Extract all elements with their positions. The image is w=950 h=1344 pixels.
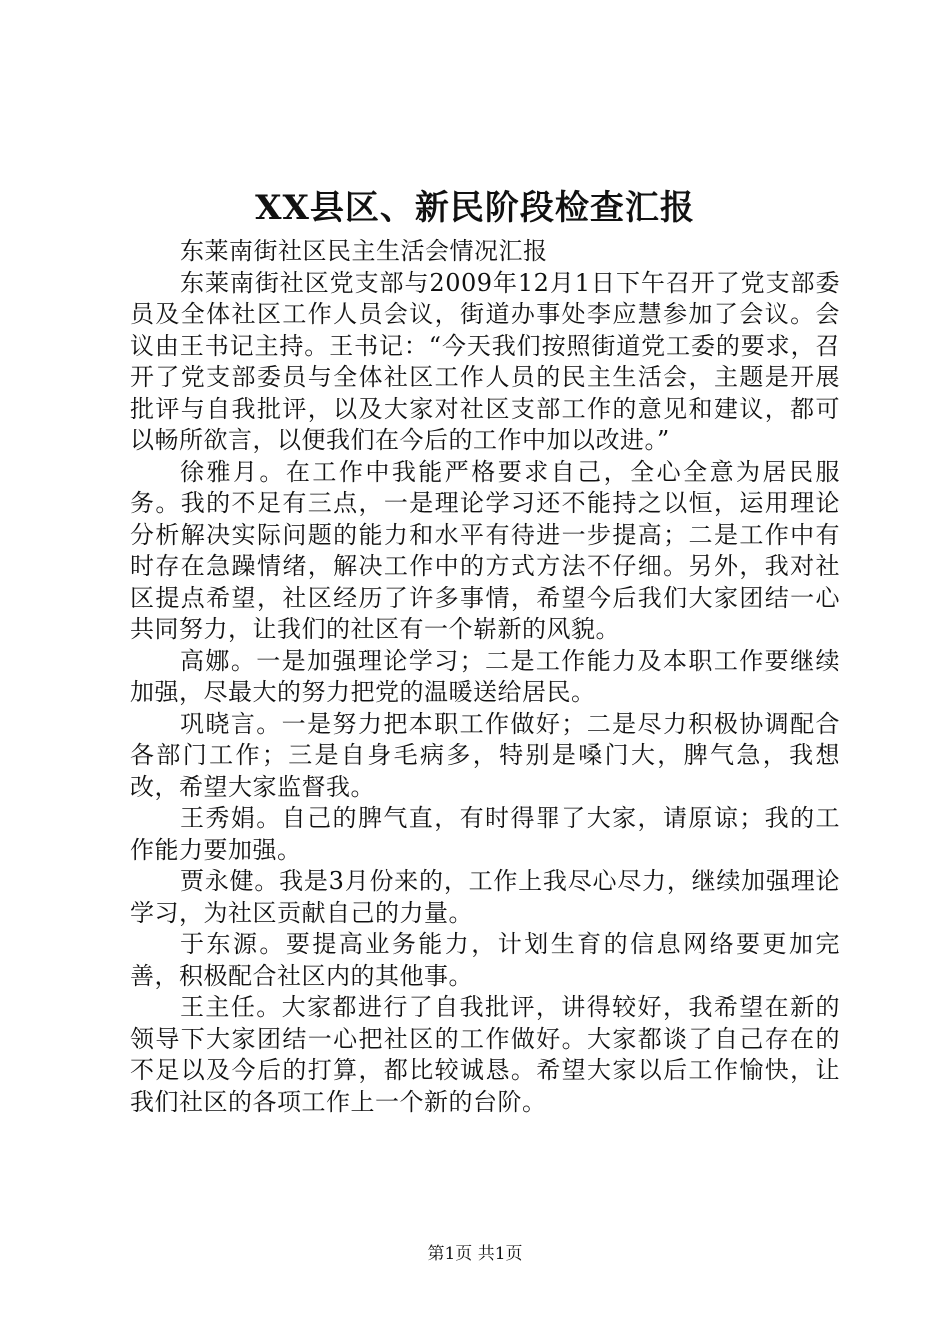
paragraph-xu-yayue: 徐雅月。在工作中我能严格要求自己，全心全意为居民服务。我的不足有三点，一是理论学习还不能持之以恒，运用理论分析解决实际问题的能力和水平有待进一步提高；二是工作中有时存在急躁情绪，解决工作中的方式方法不仔细。另外，我对社区提点希望，社区经历了许多事情，希望今后我们大家团结一心共同努力，让我们的社区有一个崭新的风貌。 bbox=[130, 457, 840, 643]
document-title: XX县区、新民阶段检查汇报 bbox=[255, 188, 695, 228]
paragraph-yu-dongyuan: 于东源。要提高业务能力，计划生育的信息网络要更加完善，积极配合社区内的其他事。 bbox=[130, 930, 840, 990]
paragraph-gong-xiaoyan: 巩晓言。一是努力把本职工作做好；二是尽力积极协调配合各部门工作；三是自身毛病多，特别是嗓门大，脾气急，我想改，希望大家监督我。 bbox=[130, 709, 840, 801]
paragraph-wang-xiujuan: 王秀娟。自己的脾气直，有时得罪了大家，请原谅；我的工作能力要加强。 bbox=[130, 804, 840, 864]
paragraph-wang-director: 王主任。大家都进行了自我批评，讲得较好，我希望在新的领导下大家团结一心把社区的工作做好。大家都谈了自己存在的不足以及今后的打算，都比较诚恳。希望大家以后工作愉快，让我们社区的各项工作上一个新的台阶。 bbox=[130, 993, 840, 1116]
paragraph-jia-yongjian: 贾永健。我是3月份来的，工作上我尽心尽力，继续加强理论学习，为社区贡献自己的力量。 bbox=[130, 867, 840, 927]
paragraph-subtitle: 东莱南街社区民主生活会情况汇报 bbox=[180, 237, 548, 265]
document-body bbox=[130, 236, 840, 1118]
paragraph-gao-na: 高娜。一是加强理论学习；二是工作能力及本职工作要继续加强，尽最大的努力把党的温暖送给居民。 bbox=[130, 646, 840, 706]
paragraph-meeting-intro: 东莱南街社区党支部与2009年12月1日下午召开了党支部委员及全体社区工作人员会议，街道办事处李应慧参加了会议。会议由王书记主持。王书记：“今天我们按照街道党工委的要求，召开了党支部委员与全体社区工作人员的民主生活会，主题是开展批评与自我批评，以及大家对社区支部工作的意见和建议，都可以畅所欲言，以便我们在今后的工作中加以改进。” bbox=[130, 268, 840, 454]
page-number-footer: 第1页 共1页 bbox=[427, 1244, 523, 1264]
